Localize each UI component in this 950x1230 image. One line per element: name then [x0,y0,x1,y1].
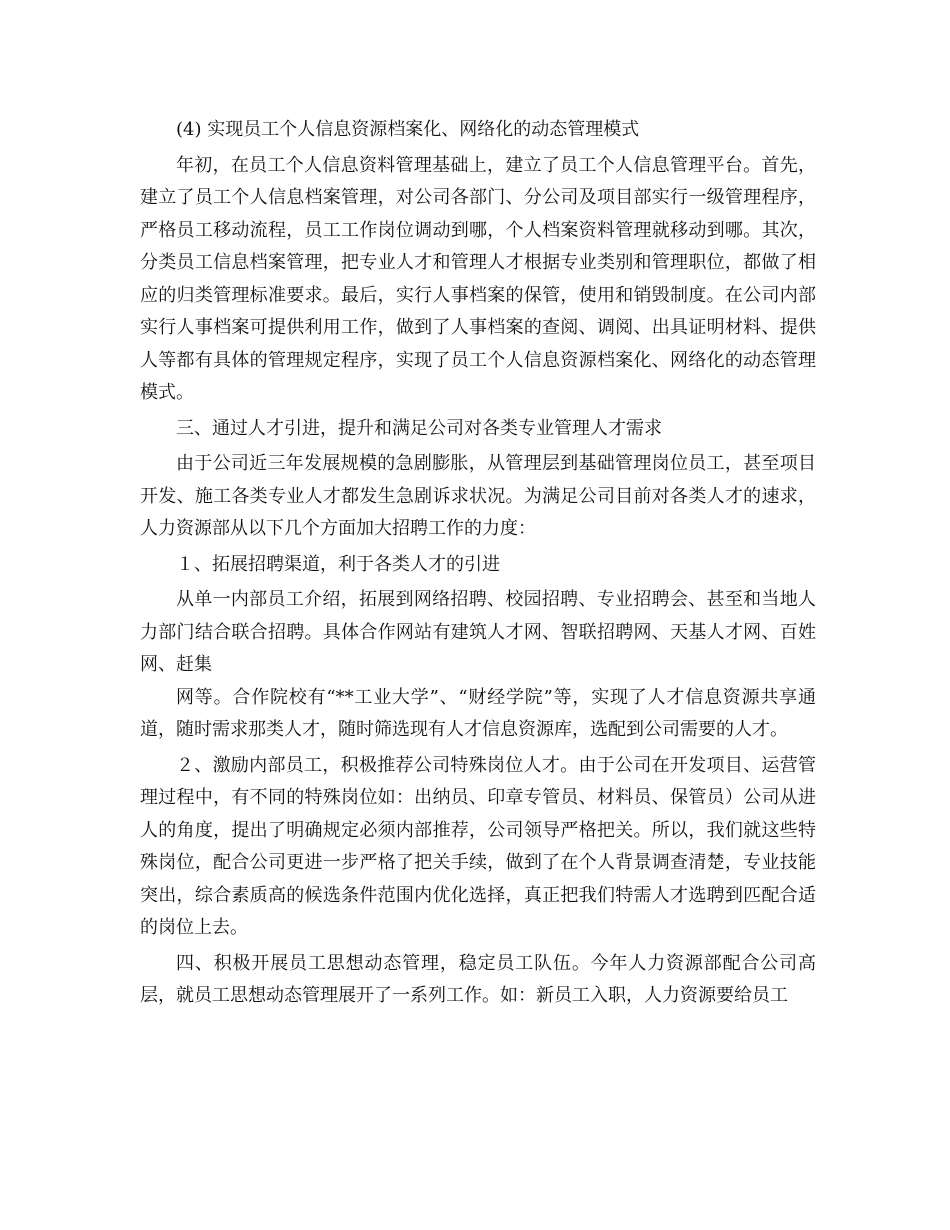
section-heading-archive-management: (4) 实现员工个人信息资源档案化、网络化的动态管理模式 [176,119,640,140]
paragraph-employee-mindset-management: 四、积极开展员工思想动态管理，稳定员工队伍。今年人力资源部配合公司高层，就员工思想动态管理展开了一系列工作。如：新员工入职，人力资源要给员工 [140,952,816,1006]
document-body [140,114,816,1016]
paragraph-recruitment-demand: 由于公司近三年发展规模的急剧膨胀，从管理层到基础管理岗位员工，甚至项目开发、施工各类专业人才都发生急剧诉求状况。为满足公司目前对各类人才的速求，人力资源部从以下几个方面加大招聘工作的力度： [140,453,816,539]
section-heading-talent-introduction: 三、通过人才引进，提升和满足公司对各类专业管理人才需求 [176,417,662,439]
paragraph-recruitment-websites: 从单一内部员工介绍，拓展到网络招聘、校园招聘、专业招聘会、甚至和当地人力部门结合联合招聘。具体合作网站有建筑人才网、智联招聘网、天基人才网、百姓网、赶集 [140,589,816,675]
paragraph-partner-colleges: 网等。合作院校有“**工业大学”、“财经学院”等，实现了人才信息资源共享通道，随时需求那类人才，随时筛选现有人才信息资源库，选配到公司需要的人才。 [140,686,816,740]
subheading-recruitment-channels: １、拓展招聘渠道，利于各类人才的引进 [176,553,500,575]
paragraph-archive-platform: 年初，在员工个人信息资料管理基础上，建立了员工个人信息管理平台。首先，建立了员工个人信息档案管理，对公司各部门、分公司及项目部实行一级管理程序，严格员工移动流程，员工工作岗位调动到哪，个人档案资料管理就移动到哪。其次，分类员工信息档案管理，把专业人才和管理人才根据专业类别和管理职位，都做了相应的归类管理标准要求。最后，实行人事档案的保管，使用和销毁制度。在公司内部实行人事档案可提供利用工作，做到了人事档案的查阅、调阅、出具证明材料、提供人等都有具体的管理规定程序，实现了员工个人信息资源档案化、网络化的动态管理模式。 [140,154,816,403]
paragraph-internal-referral: ２、激励内部员工，积极推荐公司特殊岗位人才。由于公司在开发项目、运营管理过程中，有不同的特殊岗位如：出纳员、印章专管员、材料员、保管员）公司从进人的角度，提出了明确规定必须内部推荐，公司领导严格把关。所以，我们就这些特殊岗位，配合公司更进一步严格了把关手续，做到了在个人背景调查清楚，专业技能突出，综合素质高的候选条件范围内优化选择，真正把我们特需人才选聘到匹配合适的岗位上去。 [140,754,816,938]
